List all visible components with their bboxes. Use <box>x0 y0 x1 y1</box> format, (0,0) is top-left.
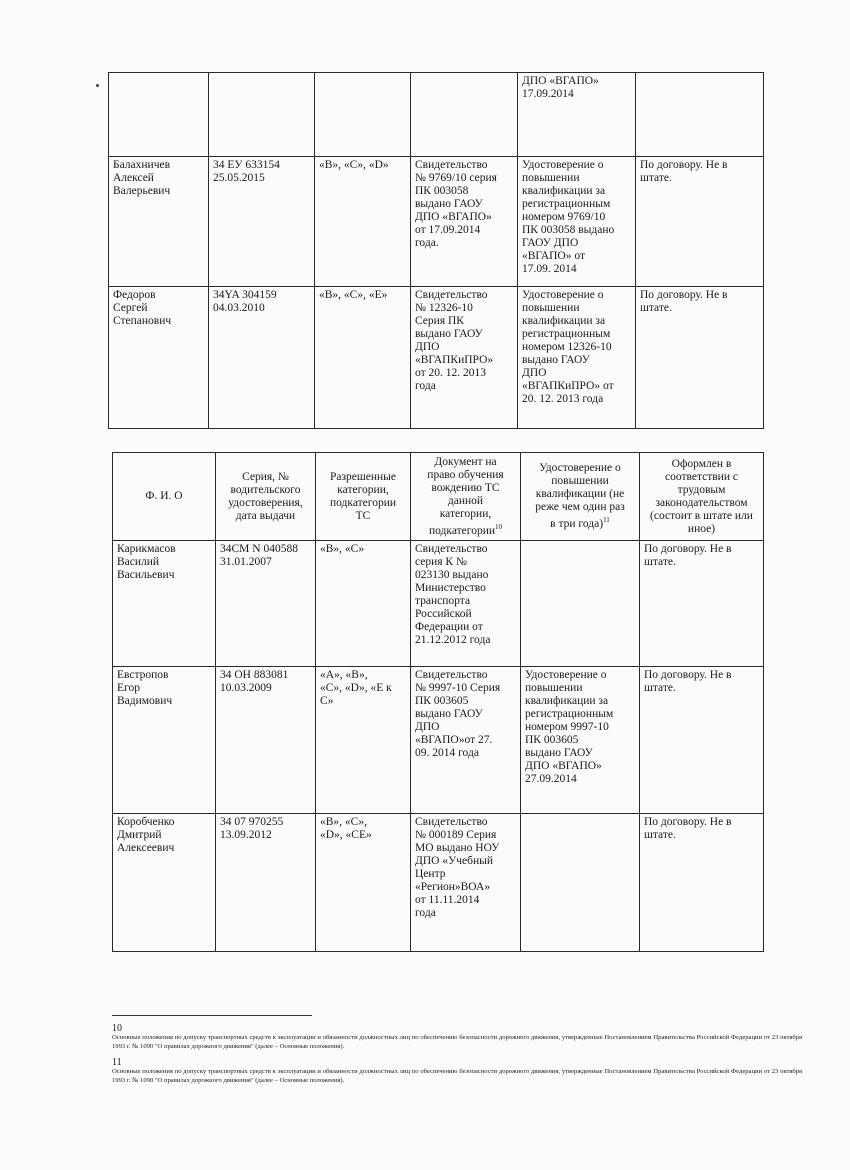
table-row <box>113 541 764 667</box>
cell-categories: «В», «С», «Е» <box>315 287 411 429</box>
cell-name: Евстропов Егор Вадимович <box>113 667 216 814</box>
footnote-ref-11: 11 <box>603 516 610 525</box>
cell-name: Федоров Сергей Степанович <box>109 287 209 429</box>
footnote-10 <box>112 1024 802 1051</box>
cell-categories: «В», «С» <box>316 541 411 667</box>
table-row <box>109 287 764 429</box>
cell-license: 34 ЕУ 633154 25.05.2015 <box>209 157 315 287</box>
footnote-ref-10: 10 <box>495 522 502 531</box>
cell-categories: «А», «В», «С», «D», «Е к С» <box>316 667 411 814</box>
header-qualification <box>521 453 640 541</box>
header-document <box>411 453 521 541</box>
cell-name <box>109 73 209 157</box>
cell-license: 34СМ N 040588 31.01.2007 <box>216 541 316 667</box>
cell-document <box>411 73 518 157</box>
cell-categories: «В», «С», «D», «СЕ» <box>316 814 411 952</box>
cell-name: Коробченко Дмитрий Алексеевич <box>113 814 216 952</box>
header-employment: Оформлен в соответствии с трудовым законодательством (состоит в штате или иное) <box>640 453 764 541</box>
scan-speck <box>96 84 99 87</box>
cell-categories: «В», «С», «D» <box>315 157 411 287</box>
footnote-number: 10 <box>112 1023 122 1034</box>
cell-qualification <box>521 814 640 952</box>
table-row <box>113 814 764 952</box>
footnote-separator <box>112 1015 312 1016</box>
cell-qualification: Удостоверение о повышении квалификации за регистрационным номером 9997-10 ПК 003605 выдано ГАОУ ДПО «ВГАПО» 27.09.2014 <box>521 667 640 814</box>
table-row <box>109 157 764 287</box>
cell-name: Карикмасов Василий Васильевич <box>113 541 216 667</box>
cell-document: Свидетельство № 9997-10 Серия ПК 003605 выдано ГАОУ ДПО «ВГАПО»от 27. 09. 2014 года <box>411 667 521 814</box>
cell-qualification: Удостоверение о повышении квалификации за регистрационным номером 12326-10 выдано ГАОУ ДПО «ВГАПКиПРО» от 20. 12. 2013 года <box>518 287 636 429</box>
cell-license: 34 ОН 883081 10.03.2009 <box>216 667 316 814</box>
instructors-table <box>112 452 764 952</box>
cell-qualification <box>521 541 640 667</box>
cell-employment: По договору. Не в штате. <box>636 287 764 429</box>
footnote-text: Основные положения по допуску транспортных средств к эксплуатации и обязанности должностных лиц по обеспечению безопасности дорожного движения, утвержденные Постановлением Правительства Российской Федерации от 23 октября 1993 г. № 1090 "О правилах дорожного движения" (далее – Основные положения). <box>112 1034 802 1050</box>
footnote-number: 11 <box>112 1057 122 1068</box>
header-categories: Разрешенные категории, подкатегории ТС <box>316 453 411 541</box>
cell-document: Свидетельство серия К № 023130 выдано Министерство транспорта Российской Федерации от 21.12.2012 года <box>411 541 521 667</box>
cell-employment <box>636 73 764 157</box>
cell-employment: По договору. Не в штате. <box>640 667 764 814</box>
header-name: Ф. И. О <box>113 453 216 541</box>
table-row <box>113 667 764 814</box>
table-header-row <box>113 453 764 541</box>
cell-qualification: ДПО «ВГАПО» 17.09.2014 <box>518 73 636 157</box>
cell-qualification: Удостоверение о повышении квалификации за регистрационным номером 9769/10 ПК 003058 выдано ГАОУ ДПО «ВГАПО» от 17.09. 2014 <box>518 157 636 287</box>
cell-name: Балахничев Алексей Валерьевич <box>109 157 209 287</box>
cell-license: 34YA 304159 04.03.2010 <box>209 287 315 429</box>
cell-categories <box>315 73 411 157</box>
cell-employment: По договору. Не в штате. <box>636 157 764 287</box>
cell-document: Свидетельство № 12326-10 Серия ПК выдано ГАОУ ДПО «ВГАПКиПРО» от 20. 12. 2013 года <box>411 287 518 429</box>
cell-employment: По договору. Не в штате. <box>640 814 764 952</box>
header-document-text: Документ на право обучения вождению ТС данной категории, подкатегории <box>427 455 504 537</box>
cell-license: 34 07 970255 13.09.2012 <box>216 814 316 952</box>
header-qualification-text: Удостоверение о повышении квалификации (не реже чем один раз в три года) <box>535 462 625 530</box>
footnote-text: Основные положения по допуску транспортных средств к эксплуатации и обязанности должностных лиц по обеспечению безопасности дорожного движения, утвержденные Постановлением Правительства Российской Федерации от 23 октября 1993 г. № 1090 "О правилах дорожного движения" (далее – Основные положения). <box>112 1068 802 1084</box>
cell-license <box>209 73 315 157</box>
table-row <box>109 73 764 157</box>
footnote-11 <box>112 1058 802 1085</box>
cell-employment: По договору. Не в штате. <box>640 541 764 667</box>
cell-document: Свидетельство № 9769/10 серия ПК 003058 выдано ГАОУ ДПО «ВГАПО» от 17.09.2014 года. <box>411 157 518 287</box>
instructors-table-continued <box>108 72 764 429</box>
header-license: Серия, № водительского удостоверения, дата выдачи <box>216 453 316 541</box>
cell-document: Свидетельство № 000189 Серия МО выдано НОУ ДПО «Учебный Центр «Регион»ВОА» от 11.11.2014 года <box>411 814 521 952</box>
